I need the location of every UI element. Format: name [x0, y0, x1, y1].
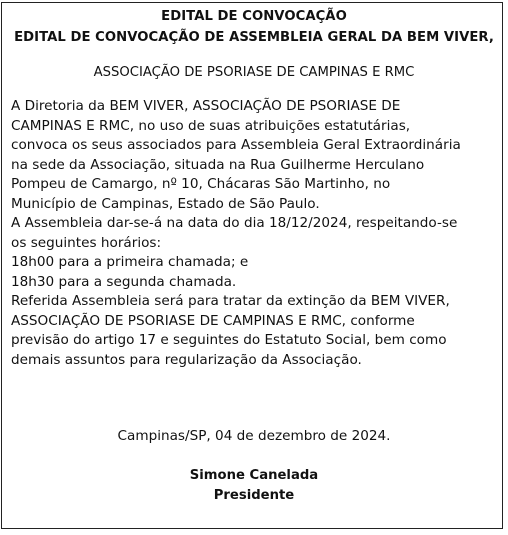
body-line: CAMPINAS E RMC, no uso de suas atribuições estatutárias,: [11, 117, 411, 134]
body-line: A Diretoria da BEM VIVER, ASSOCIAÇÃO DE PSORIASE DE: [11, 98, 401, 114]
body-line: Município de Campinas, Estado de São Paulo.: [11, 195, 320, 212]
association-name: ASSOCIAÇÃO DE PSORIASE DE CAMPINAS E RMC: [93, 65, 415, 80]
body-line: convoca os seus associados para Assembleia Geral Extraordinária: [11, 137, 461, 153]
body-line: demais assuntos para regularização da Associação.: [11, 351, 362, 368]
notice-title: EDITAL DE CONVOCAÇÃO: [161, 9, 347, 24]
notice-subtitle: EDITAL DE CONVOCAÇÃO DE ASSEMBLEIA GERAL DA BEM VIVER,: [14, 30, 494, 45]
place-and-date: Campinas/SP, 04 de dezembro de 2024.: [117, 428, 391, 444]
body-line: ASSOCIAÇÃO DE PSORIASE DE CAMPINAS E RMC, conforme: [11, 312, 415, 329]
body-line: os seguintes horários:: [11, 234, 162, 251]
body-line: na sede da Associação, situada na Rua Guilherme Herculano: [11, 156, 425, 173]
body-line: 18h00 para a primeira chamada; e: [11, 254, 249, 270]
body-line: A Assembleia dar-se-á na data do dia 18/12/2024, respeitando-se: [11, 215, 458, 231]
body-line: Pompeu de Camargo, nº 10, Chácaras São Martinho, no: [11, 176, 391, 192]
body-line: Referida Assembleia será para tratar da extinção da BEM VIVER,: [11, 293, 450, 309]
notice-body: [11, 97, 501, 370]
body-line: 18h30 para a segunda chamada.: [11, 273, 237, 290]
signatory-name: Simone Canelada: [189, 468, 319, 483]
signatory-role: Presidente: [213, 488, 295, 503]
body-line: previsão do artigo 17 e seguintes do Estatuto Social, bem como: [11, 332, 447, 348]
